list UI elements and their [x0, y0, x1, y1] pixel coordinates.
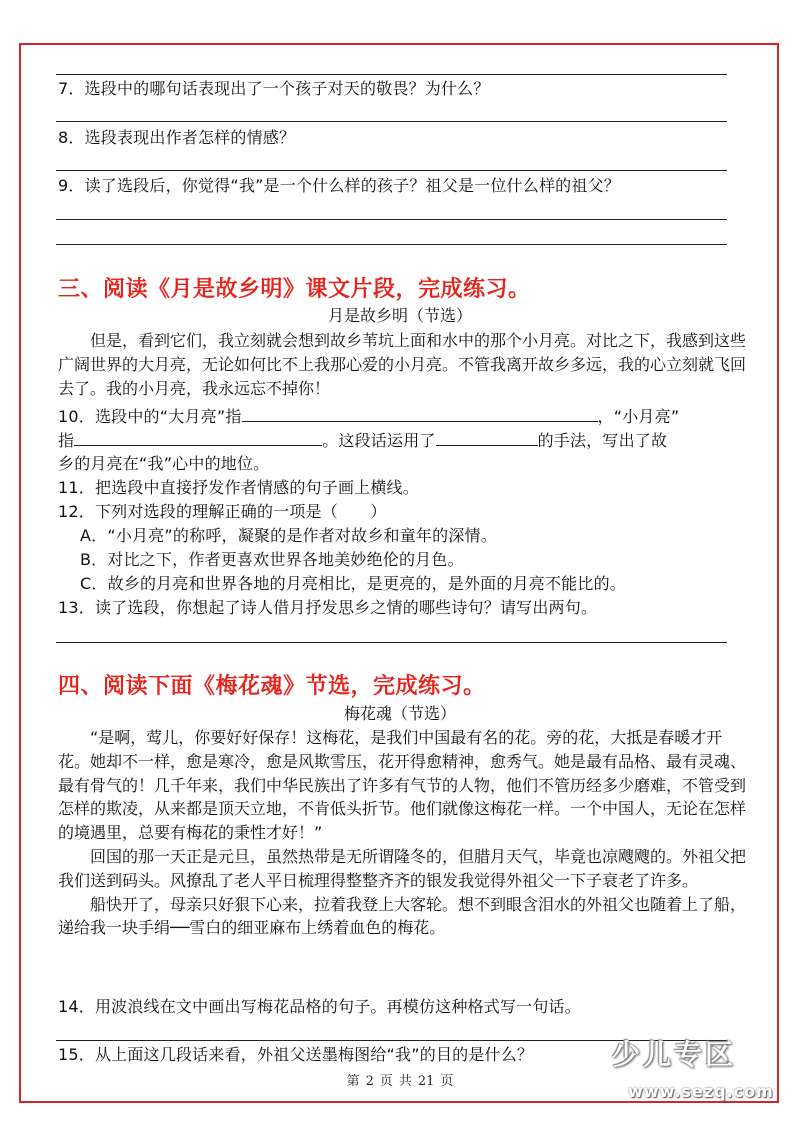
passage-paragraph: 但是，看到它们，我立刻就会想到故乡苇坑上面和水中的那个小月亮。对比之下，我感到这些广阔世界的大月亮，无论如何比不上我那心爱的小月亮。不管我离开故乡多远，我的心立刻就飞回去了。我的小月亮，我永远忘不掉你！: [58, 331, 747, 398]
passage-paragraph: 回国的那一天正是元旦，虽然热带是无所谓隆冬的，但腊月天气，毕竟也凉飕飕的。外祖父把我们送到码头。风撩乱了老人平日梳理得整整齐齐的银发我觉得外祖父一下子衰老了许多。: [58, 846, 747, 890]
answer-line[interactable]: [56, 170, 727, 171]
footer-ye: 页: [440, 1074, 454, 1089]
section-4-subtitle: 梅花魂（节选）: [343, 704, 456, 723]
question-11: 11．把选段中直接抒发作者情感的句子画上横线。: [58, 478, 419, 497]
answer-line[interactable]: [56, 74, 727, 75]
question-10-line-2: [58, 429, 667, 452]
watermark-url: www.sezq.com: [628, 1082, 774, 1101]
section-4-passage: [58, 726, 748, 940]
question-12: 12．下列对选段的理解正确的一项是（ ）: [58, 502, 387, 521]
footer-di: 第: [346, 1074, 360, 1089]
question-10-text: ，“小月亮”: [597, 407, 680, 426]
passage-paragraph: “是啊，莺儿，你要好好保存！这梅花，是我们中国最有名的花。旁的花，大抵是春暖才开花。她却不一样，愈是寒冷，愈是风欺雪压，花开得愈精神，愈秀气。她是最有品格、最有灵魂、最有骨气的！几千年来，我们中华民族出了许多有气节的人物，他们不管历经多少磨难，不管受到怎样的欺凌，从来都是顶天立地，不肯低头折节。他们就像这梅花一样。一个中国人，无论在怎样的境遇里，总要有梅花的秉性才好！”: [58, 728, 747, 843]
section-4-heading: 四、阅读下面《梅花魂》节选，完成练习。: [58, 674, 486, 699]
passage-paragraph: 船快开了，母亲只好狠下心来，拉着我登上大客轮。想不到眼含泪水的外祖父也随着上了船，递给我一块手绢──雪白的细亚麻布上绣着血色的梅花。: [58, 894, 747, 938]
question-15: 15．从上面这几段话来看，外祖父送墨梅图给“我”的目的是什么？: [58, 1045, 534, 1064]
footer-gong: 共: [398, 1074, 412, 1089]
section-3-passage: [58, 329, 748, 400]
section-3-heading: 三、阅读《月是故乡明》课文片段，完成练习。: [58, 277, 531, 302]
question-9: 9．读了选段后，你觉得“我”是一个什么样的孩子？祖父是一位什么样的祖父？: [58, 176, 620, 195]
answer-blank[interactable]: [436, 429, 538, 446]
answer-line[interactable]: [56, 244, 727, 245]
question-10-text: 指: [58, 431, 75, 450]
question-14: 14．用波浪线在文中画出写梅花品格的句子。再模仿这种格式写一句话。: [58, 997, 581, 1016]
question-12-option-b[interactable]: B．对比之下，作者更喜欢世界各地美妙绝伦的月色。: [80, 550, 464, 569]
question-7: 7．选段中的哪句话表现出了一个孩子对天的敬畏？为什么？: [58, 79, 490, 98]
total-pages: 21: [417, 1074, 435, 1089]
question-8: 8．选段表现出作者怎样的情感？: [58, 128, 296, 147]
answer-line[interactable]: [56, 121, 727, 122]
section-3-subtitle: 月是故乡明（节选）: [327, 306, 472, 325]
question-13: 13．读了选段，你想起了诗人借月抒发思乡之情的哪些诗句？请写出两句。: [58, 598, 598, 617]
question-12-option-a[interactable]: A．“小月亮”的称呼，凝聚的是作者对故乡和童年的深情。: [80, 526, 497, 545]
watermark-logo: 少儿专区: [612, 1038, 737, 1071]
answer-blank[interactable]: [242, 405, 598, 422]
answer-line[interactable]: [56, 642, 727, 643]
page-number: 2: [365, 1074, 374, 1089]
question-10-text: 的手法，写出了故: [537, 431, 668, 450]
question-12-option-c[interactable]: C．故乡的月亮和世界各地的月亮相比，是更亮的，是外面的月亮不能比的。: [80, 574, 626, 593]
question-10-text: 。这段话运用了: [322, 431, 436, 450]
answer-blank[interactable]: [74, 429, 322, 446]
question-10-text: 10．选段中的“大月亮”指: [58, 407, 242, 426]
answer-line[interactable]: [56, 219, 727, 220]
question-10-line-1: [58, 405, 679, 428]
footer-ye: 页: [379, 1074, 393, 1089]
question-10-line-3: 乡的月亮在“我”心中的地位。: [58, 454, 270, 473]
